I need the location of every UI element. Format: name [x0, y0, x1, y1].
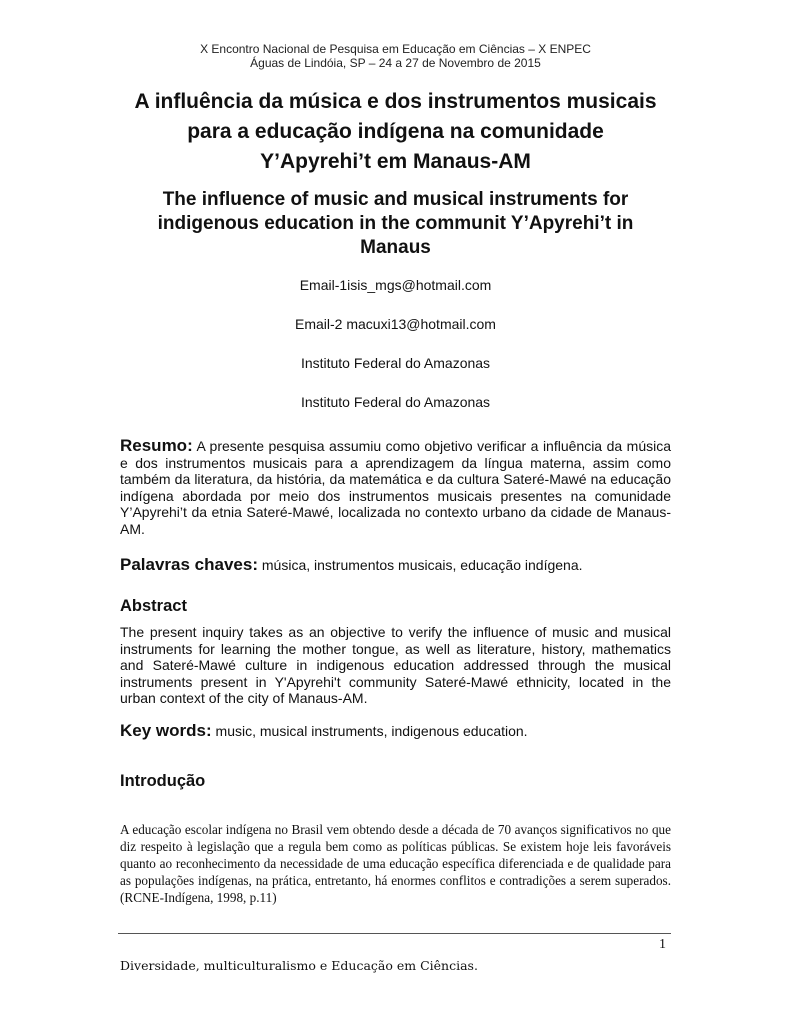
key-words-heading: Key words: — [120, 721, 212, 740]
footer-text: Diversidade, multiculturalismo e Educação em Ciências. — [120, 958, 478, 973]
author-email-2: Email-2 macuxi13@hotmail.com — [295, 316, 496, 332]
header-location-date: Águas de Lindóia, SP – 24 a 27 de Novembro de 2015 — [250, 56, 541, 70]
title-en-line-2: indigenous education in the communit Y’Apyrehi’t in — [157, 213, 634, 234]
resumo-paragraph — [120, 438, 671, 537]
key-words-paragraph — [120, 723, 671, 740]
palavras-chaves-text: música, instrumentos musicais, educação indígena. — [261, 557, 583, 573]
title-en-line-3: Manaus — [360, 237, 431, 258]
palavras-chaves-paragraph — [120, 557, 671, 574]
resumo-heading: Resumo: — [120, 436, 193, 455]
resumo-text: A presente pesquisa assumiu como objetivo verificar a influência da música e dos instrumentos musicais para a aprendizagem da língua materna, assim como também da literatura, da história, da matemática e da cultura Sateré-Mawé na educação indígena abordada por meio dos instrumentos musicais presentes na comunidade Y’Apyrehi’t da etnia Sateré-Mawé, localizada no contexto urbano da cidade de Manaus-AM. — [120, 438, 672, 537]
title-pt-line-1: A influência da música e dos instrumentos musicais — [134, 90, 657, 113]
author-institution-1: Instituto Federal do Amazonas — [300, 355, 491, 371]
introducao-heading: Introdução — [120, 772, 206, 790]
palavras-chaves-heading: Palavras chaves: — [120, 555, 258, 574]
abstract-heading: Abstract — [120, 597, 187, 615]
introducao-text: A educação escolar indígena no Brasil vem obtendo desde a década de 70 avanços significativos no que diz respeito à legislação que a regula bem como as políticas públicas. Se existem hoje leis favoráveis quanto ao reconhecimento da necessidade de uma educação específica diferenciada e de qualidade para as populações indígenas, na prática, entretanto, há enormes conflitos e contradições a serem superados. (RCNE-Indígena, 1998, p.11) — [120, 822, 671, 905]
author-institution-2: Instituto Federal do Amazonas — [300, 394, 491, 410]
title-pt-line-2: para a educação indígena na comunidade — [187, 120, 604, 143]
abstract-text: The present inquiry takes as an objective to verify the influence of music and musical instruments for learning the mother tongue, as well as literature, history, mathematics and Sateré-Mawé culture in indigenous education addressed through the musical instruments present in Y'Apyrehi't community Sateré-Mawé ethnicity, located in the urban context of the city of Manaus-AM. — [120, 624, 671, 706]
page-number: 1 — [659, 937, 666, 952]
footer-divider — [118, 933, 671, 934]
title-en-line-1: The influence of music and musical instruments for — [162, 189, 629, 210]
title-pt-line-3: Y’Apyrehi’t em Manaus-AM — [260, 150, 531, 173]
author-email-1: Email-1isis_mgs@hotmail.com — [299, 277, 492, 293]
header-conference: X Encontro Nacional de Pesquisa em Educação em Ciências – X ENPEC — [200, 42, 591, 56]
key-words-text: music, musical instruments, indigenous education. — [215, 723, 528, 739]
